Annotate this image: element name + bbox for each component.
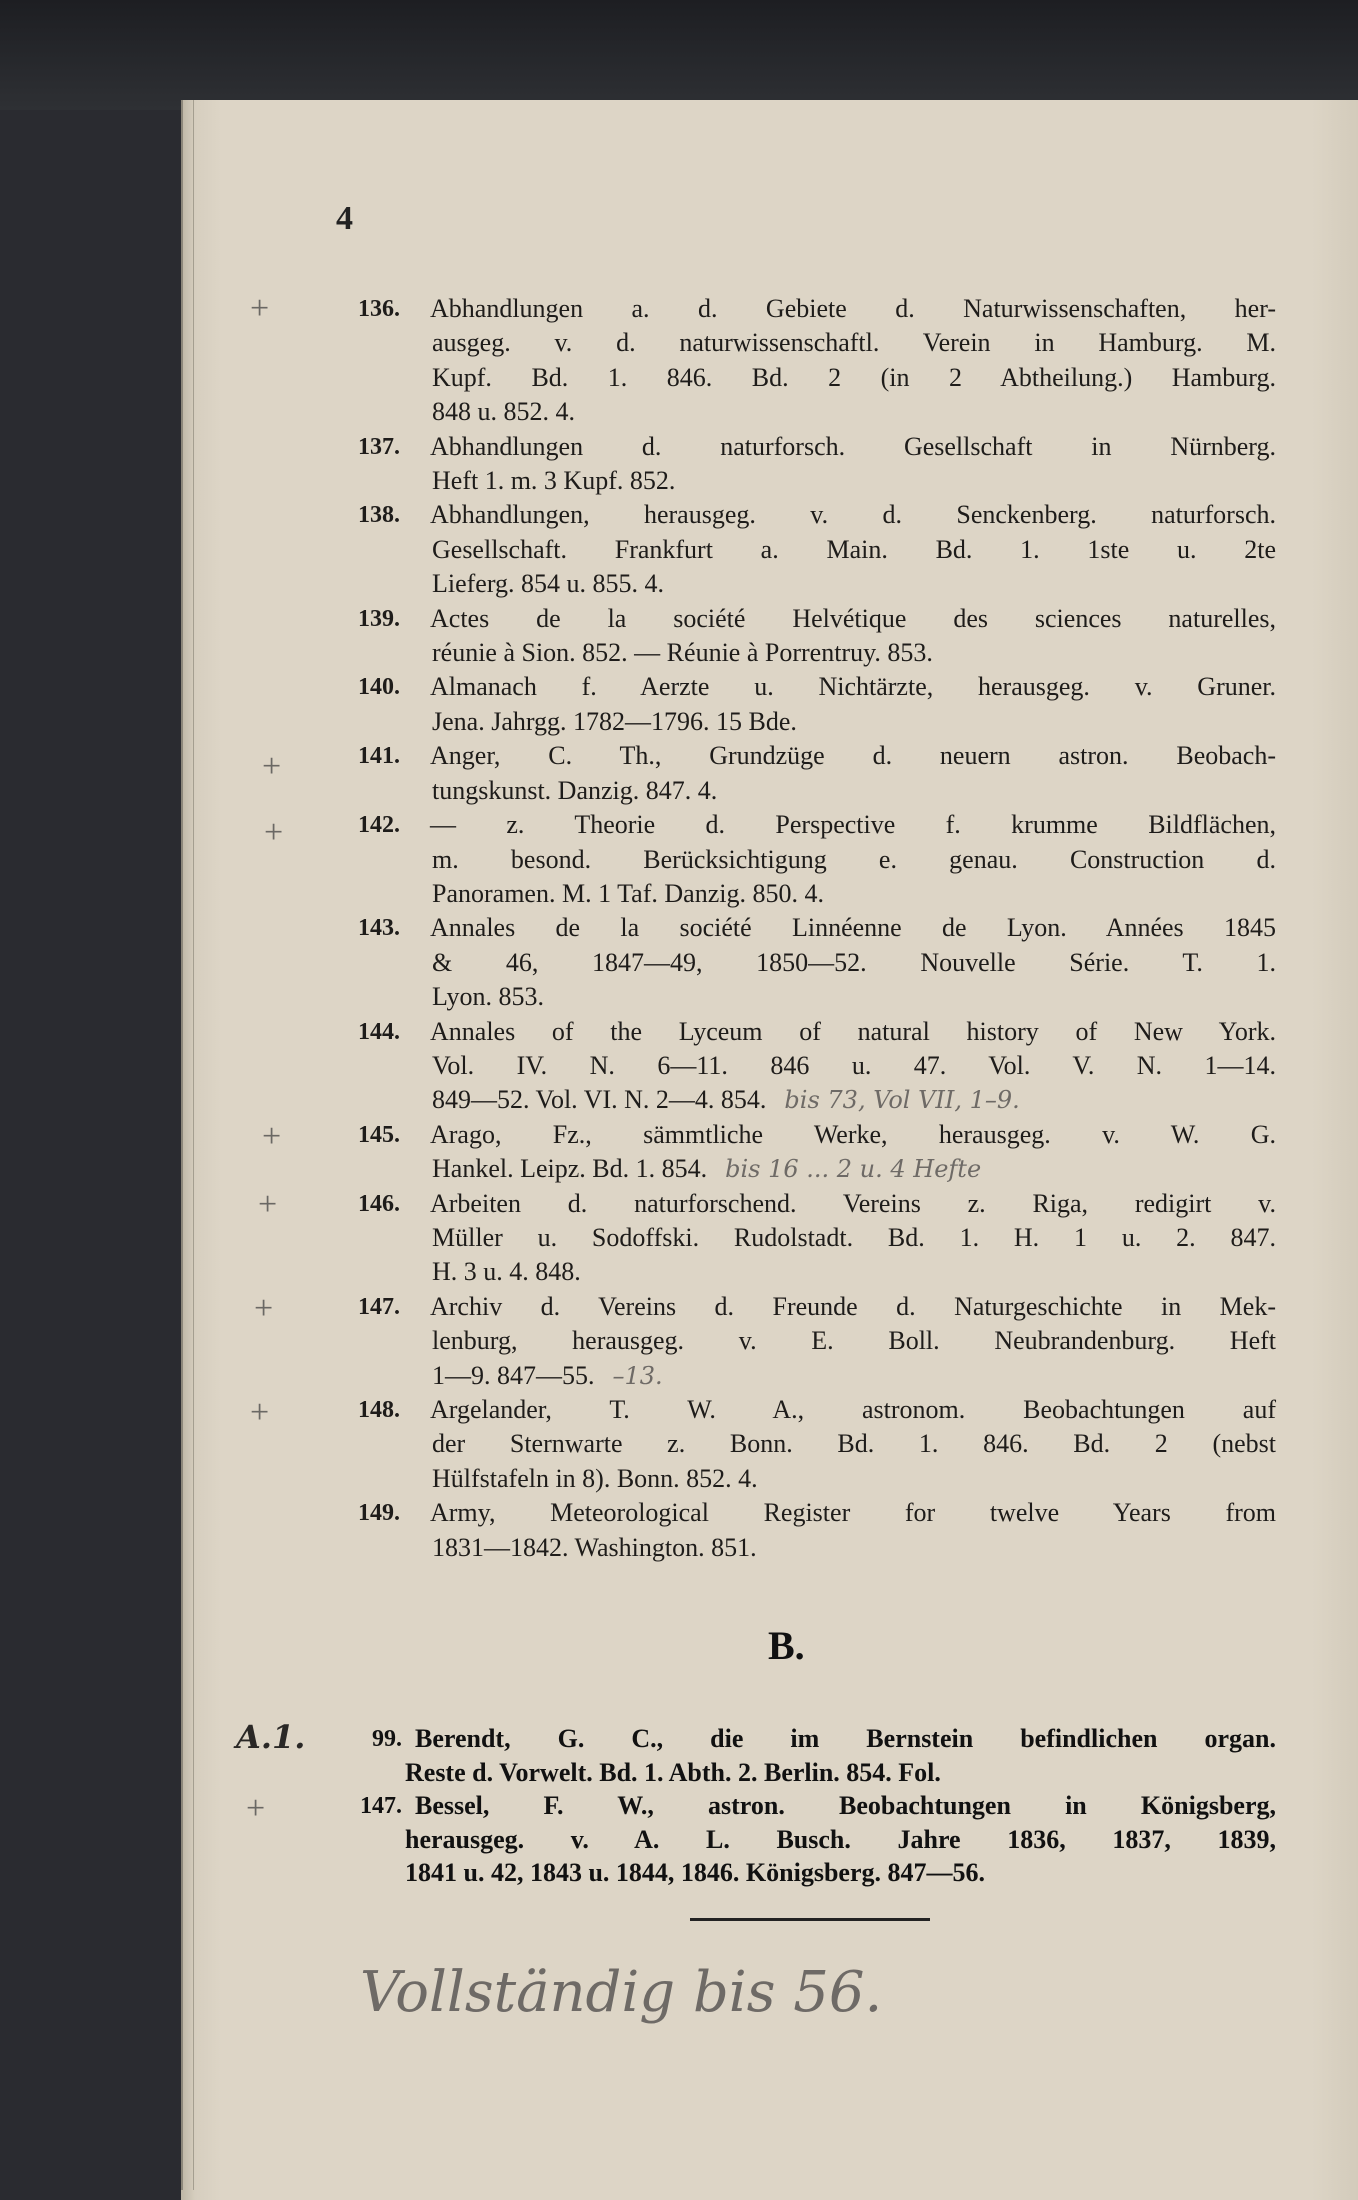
entry-number: 148.	[358, 1397, 400, 1423]
entry-text-line	[430, 1496, 1276, 1530]
entry-text-line	[430, 1118, 1276, 1152]
entry-text: Arbeiten d. naturforschend. Vereins z. Riga, redigirt v.	[430, 1188, 1276, 1218]
entry-text-line	[432, 464, 1276, 498]
handwritten-note: bis 73, Vol VII, 1–9.	[784, 1086, 1020, 1115]
pencil-cross-mark: +	[264, 814, 284, 851]
entry-text-line	[430, 1393, 1276, 1427]
entry-text-line	[432, 946, 1276, 980]
entry-text: Lieferg. 854 u. 855. 4.	[432, 569, 665, 599]
handwritten-note: A.1.	[236, 1718, 306, 1756]
entry-text: réunie à Sion. 852. — Réunie à Porrentruy. 853.	[432, 638, 933, 668]
handwritten-note: –13.	[612, 1361, 663, 1390]
entry-number: 142.	[358, 812, 400, 839]
entry-text: 1—9. 847—55.	[432, 1360, 595, 1390]
entry-text: 848 u. 852. 4.	[432, 397, 575, 427]
entry-text-line	[432, 980, 1276, 1014]
pencil-cross-mark: +	[254, 1290, 274, 1327]
section-heading: B.	[768, 1623, 805, 1668]
entry-number: 139.	[358, 605, 400, 632]
entry-text: Heft 1. m. 3 Kupf. 852.	[432, 466, 676, 496]
entry-text: 1831—1842. Washington. 851.	[432, 1532, 757, 1562]
page-number: 4	[336, 200, 353, 237]
entry-text: Annales of the Lyceum of natural history of New York.	[430, 1016, 1276, 1046]
entry-text-line	[430, 739, 1276, 773]
catalog-entry	[300, 1496, 1276, 1565]
catalog-entry	[300, 498, 1276, 601]
entry-text-line	[430, 808, 1276, 842]
entry-number: 149.	[358, 1500, 400, 1527]
entry-text-line	[432, 1531, 1276, 1565]
entry-number: 144.	[358, 1018, 400, 1045]
entry-text: Actes de la société Helvétique des sciences naturelles,	[430, 603, 1276, 633]
pencil-cross-mark: +	[258, 1186, 278, 1223]
catalog-entry	[300, 1187, 1276, 1290]
entry-text: Vol. IV. N. 6—11. 846 u. 47. Vol. V. N. 1—14.	[432, 1050, 1276, 1080]
entry-text: der Sternwarte z. Bonn. Bd. 1. 846. Bd. 2 (nebst	[432, 1429, 1276, 1459]
entry-text: Gesellschaft. Frankfurt a. Main. Bd. 1. 1ste u. 2te	[432, 534, 1276, 564]
entry-text: Kupf. Bd. 1. 846. Bd. 2 (in 2 Abtheilung.) Hamburg.	[432, 362, 1276, 392]
entry-text-line	[432, 1221, 1276, 1255]
pencil-cross-mark: +	[262, 1118, 282, 1155]
entry-text: H. 3 u. 4. 848.	[432, 1257, 581, 1287]
entry-text: Jena. Jahrgg. 1782—1796. 15 Bde.	[432, 706, 797, 736]
catalog-entry	[300, 739, 1276, 808]
handwritten-note: Vollständig bis 56.	[360, 1960, 883, 2025]
entry-text: herausgeg. v. A. L. Busch. Jahre 1836, 1837, 1839,	[405, 1824, 1276, 1854]
entry-text: tungskunst. Danzig. 847. 4.	[432, 775, 718, 805]
entry-text-line	[405, 1823, 1276, 1857]
entry-number: 147.	[360, 1793, 402, 1819]
entry-text: Archiv d. Vereins d. Freunde d. Naturgeschichte in Mek-	[430, 1291, 1276, 1321]
scan-background	[0, 0, 1358, 110]
entry-text-line	[432, 1324, 1276, 1358]
entry-text: Hankel. Leipz. Bd. 1. 854.	[432, 1154, 708, 1184]
catalog-entry	[300, 1015, 1276, 1118]
catalog-entry	[300, 1118, 1276, 1187]
catalog-entry	[300, 1722, 1276, 1789]
catalog-entry	[300, 292, 1276, 430]
entry-text-line	[432, 1427, 1276, 1461]
entry-text: m. besond. Berücksichtigung e. genau. Construction d.	[432, 844, 1276, 874]
entry-text: Hülfstafeln in 8). Bonn. 852. 4.	[432, 1463, 758, 1493]
catalog-entry	[300, 670, 1276, 739]
handwritten-note: bis 16 ... 2 u. 4 Hefte	[725, 1155, 982, 1184]
entry-number: 138.	[358, 502, 400, 529]
entry-text: Reste d. Vorwelt. Bd. 1. Abth. 2. Berlin. 854. Fol.	[405, 1757, 941, 1787]
entry-number: 140.	[358, 674, 400, 701]
entry-number: 143.	[358, 915, 400, 942]
entry-number: 141.	[358, 743, 400, 770]
entry-text-line	[432, 326, 1276, 360]
entry-text: Müller u. Sodoffski. Rudolstadt. Bd. 1. H. 1 u. 2. 847.	[432, 1222, 1276, 1252]
catalog-entry	[300, 1393, 1276, 1496]
entry-text-line	[430, 1290, 1276, 1324]
page-edge	[181, 100, 194, 2190]
entry-text-line	[432, 1049, 1276, 1083]
pencil-cross-mark: +	[250, 290, 270, 327]
entry-text: Abhandlungen d. naturforsch. Gesellschaft in Nürnberg.	[430, 431, 1276, 461]
entry-text: Anger, C. Th., Grundzüge d. neuern astron. Beobach-	[430, 741, 1276, 771]
entry-number: 137.	[358, 433, 400, 460]
entry-text-line	[430, 430, 1276, 464]
entry-text: Berendt, G. C., die im Bernstein befindlichen organ.	[415, 1724, 1276, 1753]
entry-text-line	[405, 1856, 1276, 1890]
entry-text-line	[415, 1789, 1276, 1823]
entry-text-line	[430, 670, 1276, 704]
entry-text-line	[432, 843, 1276, 877]
entry-text-line	[430, 1187, 1276, 1221]
entry-text-line	[405, 1756, 1276, 1790]
catalog-entry	[300, 602, 1276, 671]
entry-text-line	[430, 1015, 1276, 1049]
entry-text: — z. Theorie d. Perspective f. krumme Bildflächen,	[430, 810, 1276, 840]
entry-text: Bessel, F. W., astron. Beobachtungen in Königsberg,	[415, 1791, 1276, 1820]
entry-number: 146.	[358, 1190, 400, 1217]
entry-text-line	[430, 498, 1276, 532]
entry-text-line	[432, 533, 1276, 567]
entry-text-line	[432, 1462, 1276, 1496]
entry-text: lenburg, herausgeg. v. E. Boll. Neubrandenburg. Heft	[432, 1326, 1276, 1356]
entry-text-line	[432, 361, 1276, 395]
entry-text: Panoramen. M. 1 Taf. Danzig. 850. 4.	[432, 878, 824, 908]
entry-text-line	[430, 911, 1276, 945]
catalog-entry	[300, 1789, 1276, 1890]
entry-text-line	[432, 1255, 1276, 1289]
entry-text: Abhandlungen, herausgeg. v. d. Senckenberg. naturforsch.	[430, 500, 1276, 530]
entry-text: ausgeg. v. d. naturwissenschaftl. Verein in Hamburg. M.	[432, 328, 1276, 358]
entry-text: Annales de la société Linnéenne de Lyon. Années 1845	[430, 913, 1276, 943]
catalog-entry	[300, 808, 1276, 911]
entry-number: 145.	[358, 1121, 400, 1148]
entry-number: 147.	[358, 1293, 400, 1320]
entry-text: Lyon. 853.	[432, 982, 544, 1012]
entry-text-line	[432, 567, 1276, 601]
entry-text: Almanach f. Aerzte u. Nichtärzte, herausgeg. v. Gruner.	[430, 672, 1276, 702]
entry-text: Arago, Fz., sämmtliche Werke, herausgeg. v. W. G.	[430, 1119, 1276, 1149]
entry-text-line	[432, 877, 1276, 911]
entry-text: 849—52. Vol. VI. N. 2—4. 854.	[432, 1085, 767, 1115]
entry-number: 136.	[358, 296, 400, 322]
entry-text-line	[430, 602, 1276, 636]
entry-number: 99.	[372, 1726, 402, 1752]
entry-text-line	[432, 395, 1276, 429]
catalog-entry	[300, 1290, 1276, 1393]
entry-text: Abhandlungen a. d. Gebiete d. Naturwissenschaften, her-	[430, 294, 1276, 323]
entry-text-line	[432, 636, 1276, 670]
pencil-cross-mark: +	[250, 1394, 270, 1431]
entry-text-line	[432, 774, 1276, 808]
catalog-entries-b	[300, 1722, 1276, 1890]
entry-text: & 46, 1847—49, 1850—52. Nouvelle Série. T. 1.	[432, 947, 1276, 977]
entry-text-line	[432, 1359, 1276, 1393]
entry-text-line	[432, 1152, 1276, 1186]
pencil-cross-mark: +	[246, 1790, 266, 1827]
catalog-entries-a	[300, 292, 1276, 1565]
entry-text-line	[415, 1722, 1276, 1756]
pencil-cross-mark: +	[262, 748, 282, 785]
entry-text-line	[432, 1083, 1276, 1117]
entry-text-line	[432, 705, 1276, 739]
catalog-entry	[300, 911, 1276, 1014]
entry-text: 1841 u. 42, 1843 u. 1844, 1846. Königsberg. 847—56.	[405, 1858, 985, 1887]
catalog-entry	[300, 430, 1276, 499]
end-rule	[690, 1918, 930, 1921]
entry-text: Argelander, T. W. A., astronom. Beobachtungen auf	[430, 1395, 1276, 1424]
entry-text-line	[430, 292, 1276, 326]
entry-text: Army, Meteorological Register for twelve Years from	[430, 1498, 1276, 1528]
